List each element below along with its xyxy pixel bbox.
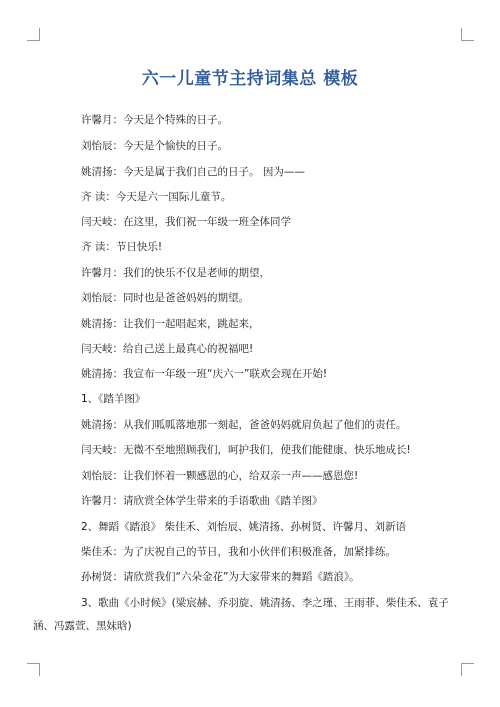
script-line: 闫天岐：给自己送上最真心的祝福吧! — [81, 343, 254, 355]
section-heading: 1、《踏羊图》 — [81, 393, 146, 405]
section-heading: 3、歌曲《小时候》(梁宸赫、乔羽旋、姚清扬、李之瑾、王雨菲、柴佳禾、袁子 — [81, 597, 449, 609]
script-line: 齐 读：节日快乐! — [81, 241, 163, 253]
section-heading: 2、舞蹈《踏浪》 柴佳禾、刘怡辰、姚清扬、孙树贤、许馨月、刘新语 — [81, 521, 407, 533]
script-line: 刘怡辰：同时也是爸爸妈妈的期望。 — [81, 292, 249, 304]
script-line: 孙树贤：请欣赏我们“六朵金花”为大家带来的舞蹈《踏浪》。 — [81, 571, 360, 583]
script-line: 刘怡辰：今天是个愉快的日子。 — [81, 140, 228, 152]
script-line: 姚清扬：让我们一起唱起来，跳起来， — [81, 318, 260, 330]
crop-mark-bottom-left — [27, 663, 40, 676]
script-line: 姚清扬：从我们呱呱落地那一刻起，爸爸妈妈就肩负起了他们的责任。 — [81, 419, 407, 431]
script-line: 许馨月：请欣赏全体学生带来的手语歌曲《踏羊图》 — [81, 495, 323, 507]
script-line: 柴佳禾：为了庆祝自己的节日，我和小伙伴们积极准备，加紧排练。 — [81, 546, 396, 558]
script-line: 许馨月：我们的快乐不仅是老师的期望， — [81, 267, 270, 279]
crop-mark-bottom-right — [461, 663, 474, 676]
script-line: 许馨月：今天是个特殊的日子。 — [81, 114, 228, 126]
script-line: 齐 读：今天是六一国际儿童节。 — [81, 191, 232, 203]
script-line: 闫天岐：无微不至地照顾我们，呵护我们，使我们能健康、快乐地成长! — [81, 444, 411, 456]
crop-mark-top-left — [27, 28, 40, 41]
document-title: 六一儿童节主持词集总 模板 — [141, 69, 359, 89]
script-line: 姚清扬：我宣布一年级一班“庆六一”联欢会现在开始! — [81, 368, 328, 380]
script-line: 闫天岐：在这里，我们祝一年级一班全体同学 — [81, 216, 291, 228]
script-line: 姚清扬：今天是属于我们自己的日子。 因为—— — [81, 166, 305, 178]
section-heading-continued: 涵、冯露萱、黑妹晗) — [33, 620, 132, 632]
crop-mark-top-right — [461, 28, 474, 41]
script-line: 刘怡辰：让我们怀着一颗感恩的心，给双亲一声——感恩您! — [81, 470, 359, 482]
